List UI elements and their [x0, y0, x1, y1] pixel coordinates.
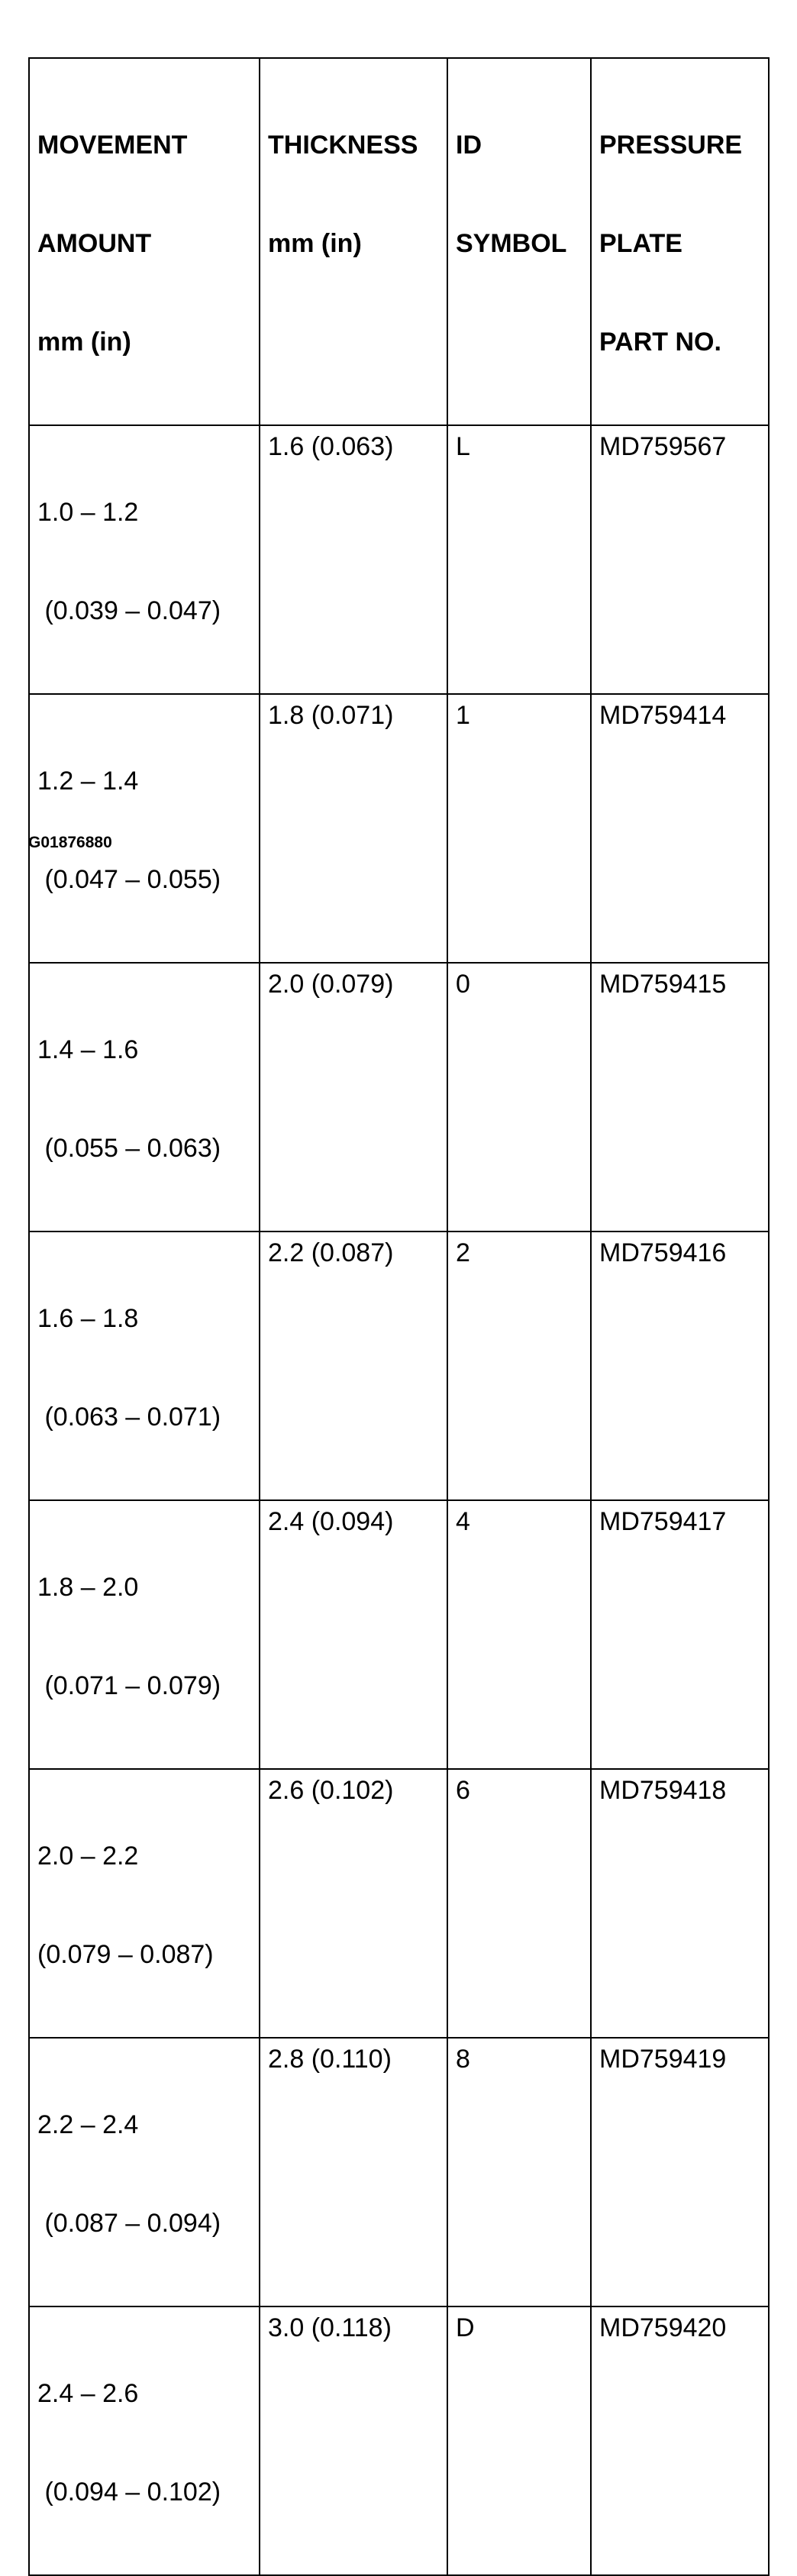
table-row [29, 1769, 769, 2038]
part-no-cell: MD759416 [591, 1232, 769, 1500]
movement-in: (0.094 – 0.102) [37, 2478, 221, 2507]
movement-in: (0.087 – 0.094) [37, 2209, 221, 2238]
header-line: SYMBOL [456, 229, 567, 258]
movement-in: (0.055 – 0.063) [37, 1134, 221, 1163]
table-body [29, 425, 769, 2575]
thickness-cell: 2.8 (0.110) [260, 2038, 447, 2306]
movement-amount-cell [29, 425, 260, 694]
movement-mm: 1.4 – 1.6 [37, 1035, 139, 1064]
thickness-cell: 2.0 (0.079) [260, 963, 447, 1232]
header-line: ID [456, 131, 482, 160]
table-row [29, 963, 769, 1232]
part-no-cell: MD759418 [591, 1769, 769, 2038]
movement-amount-cell [29, 2038, 260, 2306]
movement-amount-cell [29, 1232, 260, 1500]
thickness-cell: 1.6 (0.063) [260, 425, 447, 694]
pressure-plate-spec-table [28, 57, 770, 2576]
movement-mm: 2.2 – 2.4 [37, 2110, 139, 2139]
table-row [29, 2038, 769, 2306]
movement-mm: 2.4 – 2.6 [37, 2379, 139, 2408]
table-header [29, 58, 769, 425]
header-row [29, 58, 769, 425]
part-no-cell: MD759567 [591, 425, 769, 694]
id-symbol-cell: 6 [447, 1769, 591, 2038]
movement-amount-cell [29, 694, 260, 963]
id-symbol-cell: 4 [447, 1500, 591, 1769]
header-line: PART NO. [599, 328, 721, 357]
movement-in: (0.063 – 0.071) [37, 1403, 221, 1432]
table-row [29, 425, 769, 694]
id-symbol-cell: L [447, 425, 591, 694]
header-thickness [260, 58, 447, 425]
id-symbol-cell: 8 [447, 2038, 591, 2306]
header-line: THICKNESS [268, 131, 418, 160]
header-line: AMOUNT [37, 229, 152, 258]
movement-mm: 1.0 – 1.2 [37, 498, 139, 527]
movement-mm: 1.8 – 2.0 [37, 1573, 139, 1602]
part-no-cell: MD759415 [591, 963, 769, 1232]
movement-amount-cell [29, 2306, 260, 2575]
movement-mm: 1.6 – 1.8 [37, 1304, 139, 1333]
part-no-cell: MD759417 [591, 1500, 769, 1769]
header-movement-amount [29, 58, 260, 425]
header-part-no [591, 58, 769, 425]
thickness-cell: 2.6 (0.102) [260, 1769, 447, 2038]
table-row [29, 1232, 769, 1500]
movement-in: (0.039 – 0.047) [37, 596, 221, 625]
id-symbol-cell: 1 [447, 694, 591, 963]
movement-amount-cell [29, 1500, 260, 1769]
header-line: PLATE [599, 229, 682, 258]
table-row [29, 1500, 769, 1769]
header-id-symbol [447, 58, 591, 425]
movement-amount-cell [29, 963, 260, 1232]
thickness-cell: 2.2 (0.087) [260, 1232, 447, 1500]
part-no-cell: MD759414 [591, 694, 769, 963]
thickness-cell: 3.0 (0.118) [260, 2306, 447, 2575]
id-symbol-cell: 2 [447, 1232, 591, 1500]
part-no-cell: MD759419 [591, 2038, 769, 2306]
id-symbol-cell: D [447, 2306, 591, 2575]
header-line: MOVEMENT [37, 131, 188, 160]
header-line: mm (in) [268, 229, 362, 258]
movement-amount-cell [29, 1769, 260, 2038]
movement-in: (0.047 – 0.055) [37, 865, 221, 894]
table-row [29, 2306, 769, 2575]
movement-in: (0.079 – 0.087) [37, 1940, 214, 1969]
movement-in: (0.071 – 0.079) [37, 1671, 221, 1700]
movement-mm: 2.0 – 2.2 [37, 1842, 139, 1871]
part-no-cell: MD759420 [591, 2306, 769, 2575]
id-symbol-cell: 0 [447, 963, 591, 1232]
header-line: PRESSURE [599, 131, 743, 160]
thickness-cell: 2.4 (0.094) [260, 1500, 447, 1769]
header-line: mm (in) [37, 328, 131, 357]
movement-mm: 1.2 – 1.4 [37, 767, 139, 796]
table-row [29, 694, 769, 963]
thickness-cell: 1.8 (0.071) [260, 694, 447, 963]
figure-code: G01876880 [28, 834, 112, 851]
